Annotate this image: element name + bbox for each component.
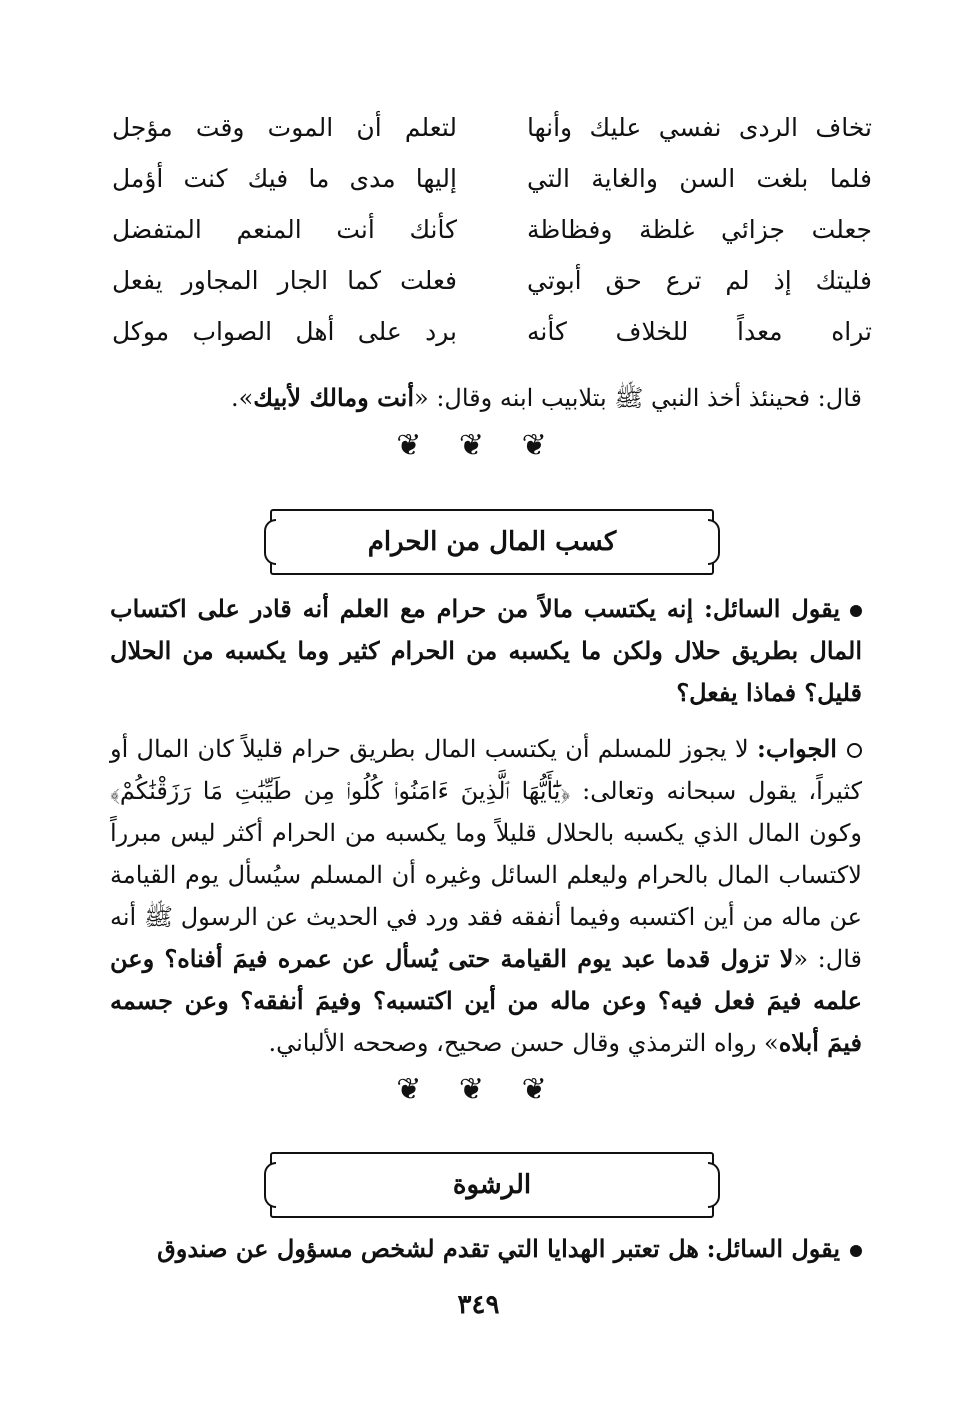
poem-left-hemistich: برد على أهل الصواب موكل (112, 317, 457, 346)
section-heading-title: الرشوة (452, 1170, 532, 1200)
question-paragraph (110, 588, 862, 714)
conclusion-text: قال: فحينئذ أخذ النبي ﷺ بتلابيب ابنه وقال: « (414, 384, 862, 412)
poem-right-hemistich: فليتك إذ لم ترع حق أبوتي (527, 266, 872, 295)
conclusion-hadith: أنت ومالك لأبيك (253, 383, 415, 412)
poem-right-hemistich: تخاف الردى نفسي عليك وأنها (527, 113, 872, 142)
poem-verse (112, 153, 872, 204)
hadith-text: لا تزول قدما عبد يوم القيامة حتى يُسأل عن عمره فيمَ أفناه؟ وعن علمه فيمَ فعل فيه؟ وعن ماله من أين اكتسبه؟ وفيمَ أنفقه؟ وعن جسمه فيمَ أبلاه (110, 944, 862, 1057)
poem-left-hemistich: فعلت كما الجار المجاور يفعل (112, 266, 457, 295)
poem-right-hemistich: فلما بلغت السن والغاية التي (527, 164, 872, 193)
section-heading-title: كسب المال من الحرام (367, 527, 617, 557)
poem-right-hemistich: جعلت جزائي غلظة وفظاظة (527, 215, 872, 244)
conclusion-end: ». (230, 384, 254, 412)
answer-paragraph (110, 728, 862, 1064)
answer-text: لا يجوز للمسلم أن يكتسب المال بطريق حرام قليلاً كان المال أو كثيراً، يقول سبحانه وتعالى: ﴿يَٰٓأَيُّهَا ٱلَّذِينَ ءَامَنُوا۟ كُلُوا۟ مِن طَيِّبَٰتِ مَا رَزَقْنَٰكُمْ﴾ وكون المال الذي يكسبه بالحلال قليلاً وما يكسبه من الحرام أكثر ليس مبرراً لاكتساب المال بالحرام وليعلم السائل وغيره أن المسلم سيُسأل يوم القيامة عن ماله من أين اكتسبه وفيما أنفقه فقد ورد في الحديث عن الرسول ﷺ أنه قال: « (110, 735, 862, 973)
section-heading-frame (270, 1152, 714, 1218)
question-label: يقول السائل: (704, 594, 840, 623)
poem-right-hemistich: تراه معداً للخلاف كأنه (527, 317, 872, 346)
ornament-divider: ❦ ❦ ❦ (396, 428, 561, 463)
poem-left-hemistich: كأنك أنت المنعم المتفضل (112, 215, 457, 244)
section-heading-frame (270, 509, 714, 575)
poem-left-hemistich: إليها مدى ما فيك كنت أؤمل (112, 164, 457, 193)
page-number: ٣٤٩ (457, 1290, 500, 1320)
bullet-icon (850, 1245, 862, 1257)
bullet-icon (850, 605, 862, 617)
question-text: إنه يكتسب مالاً من حرام مع العلم أنه قادر على اكتساب المال بطريق حلال ولكن ما يكسبه من الحرام كثير وما يكسبه من الحلال قليل؟ فماذا يفعل؟ (110, 594, 862, 707)
answer-end: » رواه الترمذي وقال حسن صحيح، وصححه الألباني. (268, 1029, 779, 1057)
ornament-divider: ❦ ❦ ❦ (396, 1072, 561, 1107)
question-paragraph (110, 1228, 862, 1270)
ring-bullet-icon (847, 743, 862, 758)
answer-label: الجواب: (756, 734, 837, 763)
conclusion-line (95, 378, 862, 418)
question-label: يقول السائل: (706, 1234, 840, 1263)
poem-verse (112, 255, 872, 306)
poem-verse (112, 204, 872, 255)
poem-left-hemistich: لتعلم أن الموت وقت مؤجل (112, 113, 457, 142)
poem-verse (112, 306, 872, 357)
poem (112, 102, 872, 357)
question-text: هل تعتبر الهدايا التي تقدم لشخص مسؤول عن صندوق (157, 1234, 699, 1263)
poem-verse (112, 102, 872, 153)
